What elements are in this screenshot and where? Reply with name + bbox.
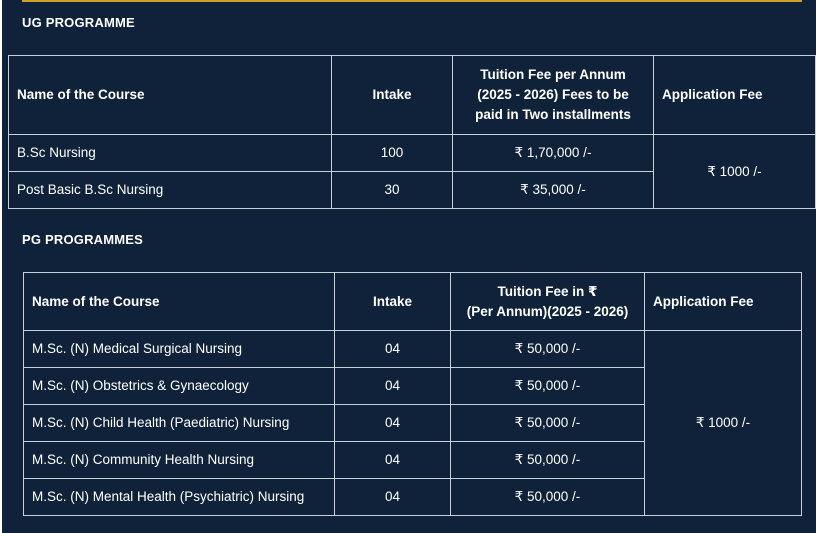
pg-fee-table [23, 272, 802, 516]
intake-value: 04 [335, 442, 451, 479]
ug-fee-table [8, 55, 816, 209]
intake-value: 04 [335, 405, 451, 442]
course-name: M.Sc. (N) Medical Surgical Nursing [24, 331, 335, 368]
tuition-fee-value: ₹ 50,000 /- [451, 442, 645, 479]
course-name: M.Sc. (N) Child Health (Paediatric) Nursing [24, 405, 335, 442]
table-row [9, 135, 816, 172]
intake-value: 30 [332, 172, 453, 209]
top-divider [22, 0, 802, 2]
tuition-fee-value: ₹ 50,000 /- [451, 405, 645, 442]
intake-value: 04 [335, 479, 451, 516]
pg-header-course: Name of the Course [24, 273, 335, 331]
intake-value: 04 [335, 368, 451, 405]
pg-header-intake: Intake [335, 273, 451, 331]
tuition-fee-value: ₹ 1,70,000 /- [453, 135, 654, 172]
ug-header-fee-line-3: paid in Two installments [475, 107, 631, 122]
tuition-fee-value: ₹ 50,000 /- [451, 368, 645, 405]
ug-header-application-fee: Application Fee [654, 56, 816, 135]
course-name: Post Basic B.Sc Nursing [9, 172, 332, 209]
pg-header-application-fee: Application Fee [645, 273, 802, 331]
tuition-fee-value: ₹ 50,000 /- [451, 479, 645, 516]
intake-value: 100 [332, 135, 453, 172]
tuition-fee-value: ₹ 35,000 /- [453, 172, 654, 209]
ug-header-intake: Intake [332, 56, 453, 135]
ug-header-fee-line-1: Tuition Fee per Annum [480, 67, 626, 82]
ug-header-fee-line-2: (2025 - 2026) Fees to be [477, 87, 629, 102]
fees-panel [2, 0, 816, 533]
course-name: M.Sc. (N) Mental Health (Psychiatric) Nursing [24, 479, 335, 516]
pg-header-tuition-fee [451, 273, 645, 331]
ug-header-row [9, 56, 816, 135]
pg-header-fee-line-1: Tuition Fee in ₹ [497, 283, 598, 299]
table-row [24, 331, 802, 368]
ug-section-title: UG PROGRAMME [22, 15, 135, 30]
pg-header-fee-line-2: (Per Annum)(2025 - 2026) [466, 303, 629, 319]
course-name: B.Sc Nursing [9, 135, 332, 172]
pg-header-row [24, 273, 802, 331]
ug-header-course: Name of the Course [9, 56, 332, 135]
pg-application-fee-value: ₹ 1000 /- [645, 331, 802, 516]
pg-section-title: PG PROGRAMMES [22, 232, 144, 247]
ug-header-tuition-fee [453, 56, 654, 135]
tuition-fee-value: ₹ 50,000 /- [451, 331, 645, 368]
ug-application-fee-value: ₹ 1000 /- [654, 135, 816, 209]
course-name: M.Sc. (N) Obstetrics & Gynaecology [24, 368, 335, 405]
course-name: M.Sc. (N) Community Health Nursing [24, 442, 335, 479]
intake-value: 04 [335, 331, 451, 368]
